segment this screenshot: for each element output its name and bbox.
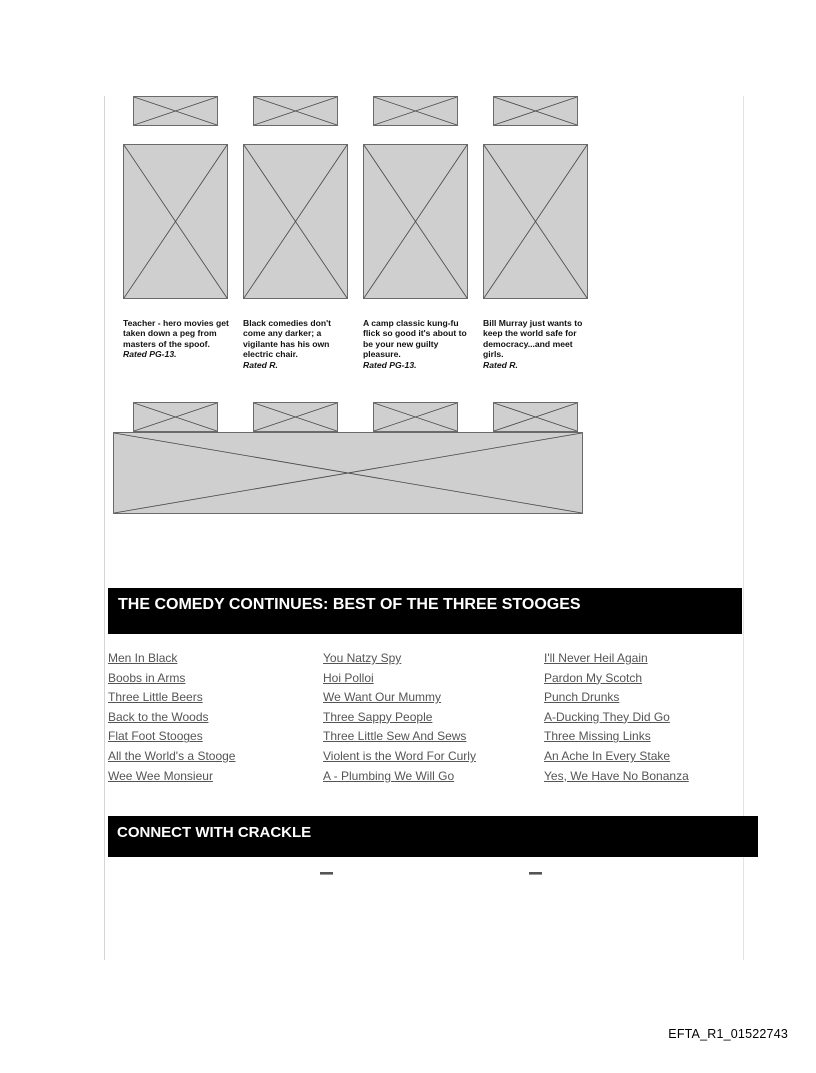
stooges-links-column-1 (108, 650, 235, 787)
image-placeholder-top-3 (373, 96, 458, 126)
connect-section-heading: CONNECT WITH CRACKLE (108, 816, 758, 857)
image-placeholder-top-1 (133, 96, 218, 126)
movie-description: Black comedies don't come any darker; a vigilante has his own electric chair. (243, 318, 332, 360)
page-border-left (104, 96, 105, 960)
movie-poster-3[interactable] (363, 144, 468, 299)
stooges-episode-link[interactable]: Three Little Sew And Sews (323, 729, 467, 744)
stooges-episode-link[interactable]: We Want Our Mummy (323, 690, 442, 705)
image-placeholder-top-4 (493, 96, 578, 126)
movie-rating: Rated R. (483, 359, 518, 370)
stooges-episode-link[interactable]: Three Missing Links (544, 729, 651, 744)
stooges-links-column-2 (323, 650, 476, 787)
stooges-episode-link[interactable]: I'll Never Heil Again (544, 651, 648, 665)
watch-button-placeholder-1[interactable] (133, 402, 218, 432)
stooges-episode-link[interactable]: Three Sappy People (323, 709, 433, 724)
stooges-episode-link[interactable]: Men In Black (108, 651, 178, 665)
stooges-episode-link[interactable]: Punch Drunks (544, 690, 620, 705)
stooges-episode-link[interactable]: Violent is the Word For Curly (323, 748, 476, 763)
stooges-episode-link[interactable]: An Ache In Every Stake (544, 748, 671, 763)
image-placeholder-top-2 (253, 96, 338, 126)
movie-rating: Rated PG-13. (123, 349, 177, 360)
watch-button-placeholder-4[interactable] (493, 402, 578, 432)
watch-button-placeholder-2[interactable] (253, 402, 338, 432)
stooges-episode-link[interactable]: Boobs in Arms (108, 670, 186, 685)
stooges-episode-link[interactable]: Pardon My Scotch (544, 670, 643, 685)
stooges-section-heading: THE COMEDY CONTINUES: BEST OF THE THREE STOOGES (108, 588, 742, 634)
movie-rating: Rated R. (243, 359, 278, 370)
stooges-episode-link[interactable]: A-Ducking They Did Go (544, 709, 670, 724)
stooges-episode-link[interactable]: You Natzy Spy (323, 651, 402, 665)
stooges-episode-link[interactable]: Back to the Woods (108, 709, 209, 724)
stooges-episode-link[interactable]: A - Plumbing We Will Go (323, 768, 455, 783)
movie-description: Teacher - hero movies get taken down a peg from masters of the spoof. (123, 318, 229, 349)
stooges-episode-link[interactable]: Wee Wee Monsieur (108, 768, 213, 783)
stooges-episode-link[interactable]: Hoi Polloi (323, 670, 374, 685)
watch-button-placeholder-3[interactable] (373, 402, 458, 432)
stooges-episode-link[interactable]: Flat Foot Stooges (108, 729, 203, 744)
movie-poster-4[interactable] (483, 144, 588, 299)
stooges-episode-link[interactable]: Three Little Beers (108, 690, 203, 705)
social-icon-placeholder-1[interactable] (320, 872, 333, 875)
banner-image-placeholder[interactable] (113, 432, 583, 514)
social-icon-placeholder-2[interactable] (529, 872, 542, 875)
movie-rating: Rated PG-13. (363, 359, 417, 370)
movie-caption-1 (123, 318, 233, 360)
movie-caption-3 (363, 318, 473, 370)
movie-caption-4 (483, 318, 593, 370)
movie-description: A camp classic kung-fu flick so good it's about to be your new guilty pleasure. (363, 318, 467, 360)
movie-description: Bill Murray just wants to keep the world safe for democracy...and meet girls. (483, 318, 583, 360)
document-id: EFTA_R1_01522743 (668, 1027, 788, 1041)
stooges-links-column-3 (544, 650, 689, 787)
stooges-episode-link[interactable]: All the World's a Stooge (108, 748, 236, 763)
movie-poster-2[interactable] (243, 144, 348, 299)
stooges-episode-link[interactable]: Yes, We Have No Bonanza (544, 768, 689, 783)
movie-caption-2 (243, 318, 353, 370)
movie-poster-1[interactable] (123, 144, 228, 299)
